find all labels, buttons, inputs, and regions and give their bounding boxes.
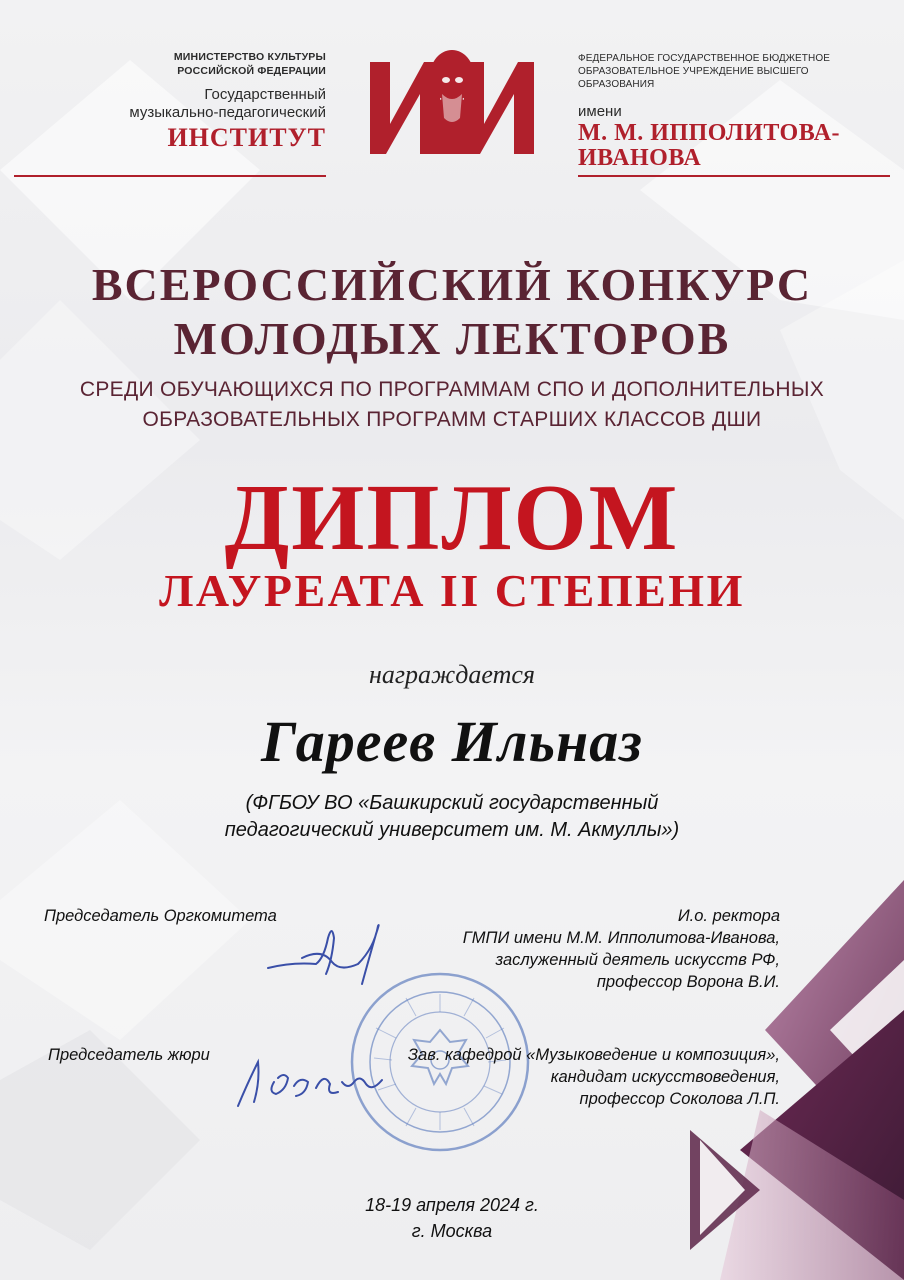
event-date: 18-19 апреля 2024 г. xyxy=(365,1195,539,1215)
chairman-signature xyxy=(262,918,392,990)
contest-subtitle-line2: ОБРАЗОВАТЕЛЬНЫХ ПРОГРАММ СТАРШИХ КЛАССОВ ДШИ xyxy=(142,408,762,431)
institute-line1: Государственный xyxy=(204,86,326,103)
rector-line3: заслуженный деятель искусств РФ, xyxy=(495,951,780,969)
imeni-label: имени xyxy=(578,103,622,120)
header-right xyxy=(578,52,878,171)
header-divider-left xyxy=(14,175,326,177)
institute-line3: ИНСТИТУТ xyxy=(167,123,326,152)
institute-line2: музыкально-педагогический xyxy=(129,104,326,121)
name-line2: ИВАНОВА xyxy=(578,145,702,171)
winner-name: Гареев Ильназ xyxy=(261,709,643,774)
contest-subtitle-line1: СРЕДИ ОБУЧАЮЩИХСЯ ПО ПРОГРАММАМ СПО И ДОПОЛНИТЕЛЬНЫХ xyxy=(79,378,825,401)
federal-line1: ФЕДЕРАЛЬНОЕ ГОСУДАРСТВЕННОЕ БЮДЖЕТНОЕ xyxy=(578,53,830,64)
rector-line1: И.о. ректора xyxy=(677,907,780,925)
department-line3: профессор Соколова Л.П. xyxy=(579,1090,780,1108)
diploma-title: ДИПЛОМ xyxy=(224,466,680,570)
rector-line4: профессор Ворона В.И. xyxy=(596,973,780,991)
portrait-logo-icon xyxy=(362,42,542,160)
diploma-degree: ЛАУРЕАТА II СТЕПЕНИ xyxy=(159,565,745,616)
institute-logo xyxy=(362,42,542,160)
department-line1: Зав. кафедрой «Музыковедение и композиция», xyxy=(407,1046,780,1064)
organizing-committee-chairman: Председатель Оргкомитета xyxy=(44,907,277,925)
header-left xyxy=(60,50,326,152)
event-city: г. Москва xyxy=(411,1221,493,1241)
header-divider-right xyxy=(578,175,890,177)
department-head-signature-block xyxy=(408,1044,780,1110)
jury-chairman: Председатель жюри xyxy=(48,1046,210,1064)
contest-title-line2: МОЛОДЫХ ЛЕКТОРОВ xyxy=(173,313,731,364)
rector-line2: ГМПИ имени М.М. Ипполитова-Иванова, xyxy=(462,929,780,947)
federal-line2: ОБРАЗОВАТЕЛЬНОЕ УЧРЕЖДЕНИЕ ВЫСШЕГО ОБРАЗОВАНИЯ xyxy=(578,66,809,90)
ministry-line2: РОССИЙСКОЙ ФЕДЕРАЦИИ xyxy=(177,65,326,77)
ministry-line1: МИНИСТЕРСТВО КУЛЬТУРЫ xyxy=(173,51,326,63)
contest-title-line1: ВСЕРОССИЙСКИЙ КОНКУРС xyxy=(91,259,813,310)
department-line2: кандидат искусствоведения, xyxy=(550,1068,780,1086)
contest-title xyxy=(0,258,904,366)
footer xyxy=(0,1192,904,1244)
rector-signature-block xyxy=(463,905,780,993)
organization-line1: (ФГБОУ ВО «Башкирский государственный xyxy=(245,792,659,814)
organization-line2: педагогический университет им. М. Акмуллы») xyxy=(224,819,680,841)
name-line1: М. М. ИППОЛИТОВА- xyxy=(578,120,841,146)
jury-chairman-signature xyxy=(230,1052,390,1114)
contest-subtitle xyxy=(0,375,904,435)
winner-organization xyxy=(0,790,904,844)
awarded-label: награждается xyxy=(369,660,535,689)
